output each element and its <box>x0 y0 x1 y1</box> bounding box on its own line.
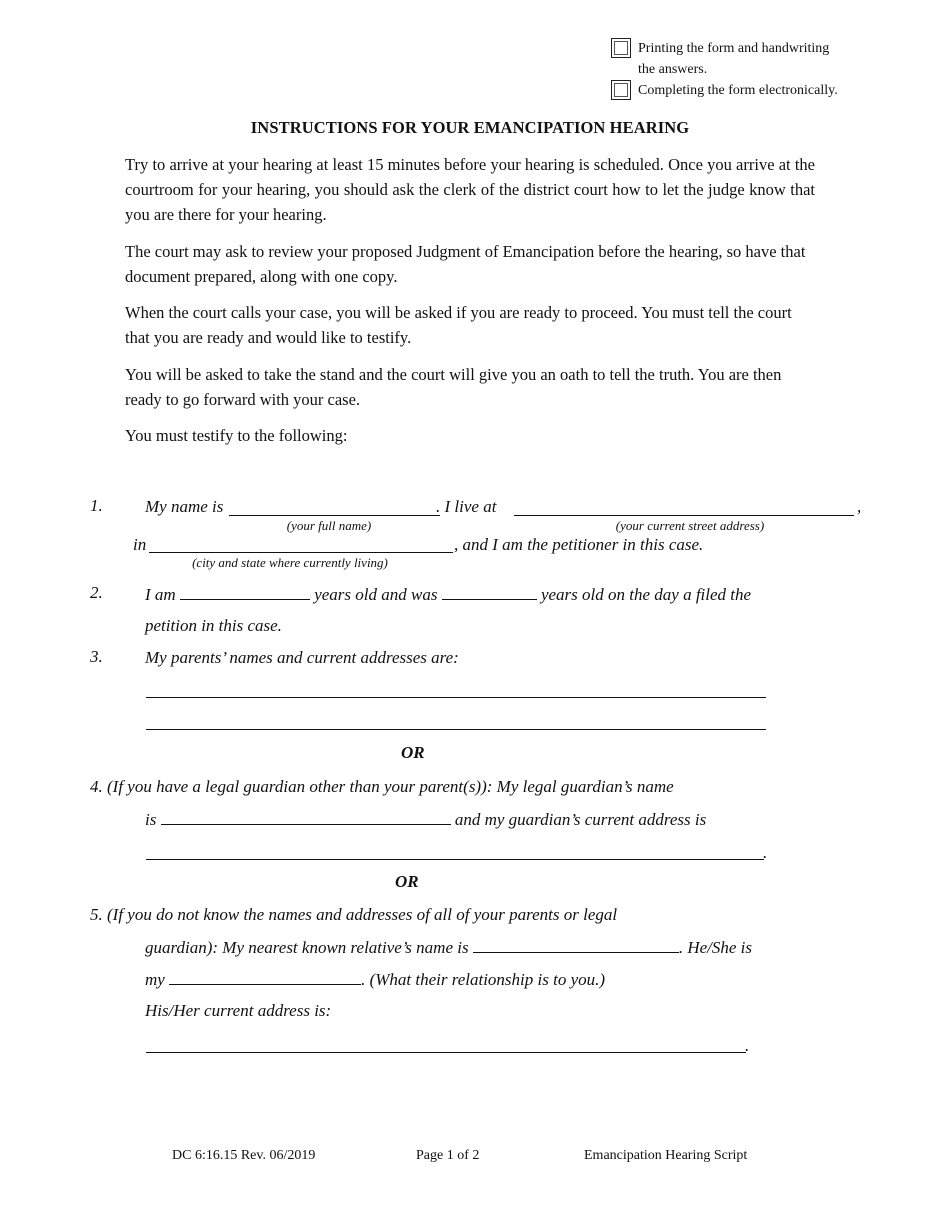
full-name-field[interactable] <box>229 515 440 516</box>
or-divider-2: OR <box>395 872 419 891</box>
item-1-live-at-label: . I live at <box>436 497 497 516</box>
instruction-paragraph-1: Try to arrive at your hearing at least 15 minutes before your hearing is scheduled. Once you arrive at the courtroom for your hearing, you should ask the clerk of the district court how to let the judge know that you are there for your hearing. <box>125 155 815 224</box>
item-4-line1: 4. (If you have a legal guardian other than your parent(s)): My legal guardian’s name <box>90 777 674 796</box>
instruction-paragraph-3: When the court calls your case, you will be asked if you are ready to proceed. You must tell the court that you are ready and would like to testify. <box>125 303 792 347</box>
electronic-option-checkbox[interactable] <box>611 80 631 100</box>
item-2-i-am: I am <box>145 585 176 604</box>
electronic-option-label <box>638 80 838 101</box>
item-5-line2 <box>145 936 752 959</box>
item-5-he-she-is: . He/She is <box>678 938 753 957</box>
instruction-paragraph-4: You will be asked to take the stand and the court will give you an oath to tell the truth. You are then ready to go forward with your case. <box>125 365 782 409</box>
relationship-field[interactable] <box>169 968 361 985</box>
item-4-period: . <box>763 843 768 862</box>
filing-age-field[interactable] <box>442 583 537 600</box>
guardian-address-field[interactable] <box>146 859 764 860</box>
print-option-label-line2: the answers. <box>638 62 708 77</box>
item-5-line3 <box>145 968 605 991</box>
item-1-number: 1. <box>90 496 103 515</box>
item-3-number: 3. <box>90 647 103 666</box>
item-2-text <box>145 583 751 606</box>
item-5-line1: 5. (If you do not know the names and addresses of all of your parents or legal <box>90 905 618 924</box>
item-2-line2: petition in this case. <box>145 616 282 635</box>
or-divider-1: OR <box>401 743 425 762</box>
item-2-years-old-filed: years old on the day a filed the <box>540 585 752 604</box>
item-1-in-label: in <box>133 535 147 554</box>
footer-doc-title: Emancipation Hearing Script <box>584 1148 748 1163</box>
item-2-years-old-was: years old and was <box>314 585 438 604</box>
footer-page-number: Page 1 of 2 <box>416 1148 480 1163</box>
instruction-paragraph-5: You must testify to the following: <box>125 426 348 445</box>
parents-line-1-field[interactable] <box>146 697 766 698</box>
item-5-my: my <box>145 970 165 989</box>
print-option-checkbox[interactable] <box>611 38 631 58</box>
item-5-relationship-hint: . (What their relationship is to you.) <box>361 970 606 989</box>
parents-line-2-field[interactable] <box>146 729 766 730</box>
item-5-address-label: His/Her current address is: <box>145 1001 332 1020</box>
print-option-label <box>638 38 829 80</box>
item-2-number: 2. <box>90 583 103 602</box>
city-state-caption: (city and state where currently living) <box>192 555 388 570</box>
street-address-caption: (your current street address) <box>615 518 765 533</box>
item-4-guardian-address-label: and my guardian’s current address is <box>454 810 707 829</box>
page-title: INSTRUCTIONS FOR YOUR EMANCIPATION HEARING <box>250 118 690 137</box>
item-4-line2 <box>145 808 706 831</box>
item-5-period: . <box>745 1036 750 1055</box>
electronic-option-label-line1: Completing the form electronically. <box>638 83 838 98</box>
item-1-petitioner-text: , and I am the petitioner in this case. <box>454 535 704 554</box>
item-4-is: is <box>145 810 157 829</box>
item-1-comma: , <box>857 497 862 516</box>
item-5-relative-label: guardian): My nearest known relative’s name is <box>145 938 469 957</box>
city-state-field[interactable] <box>149 552 453 553</box>
full-name-caption: (your full name) <box>286 518 372 533</box>
relative-address-field[interactable] <box>146 1052 746 1053</box>
instruction-paragraph-2: The court may ask to review your proposed Judgment of Emancipation before the hearing, so have that document prepared, along with one copy. <box>125 242 806 286</box>
street-address-field[interactable] <box>514 515 854 516</box>
current-age-field[interactable] <box>180 583 310 600</box>
item-1-my-name-label: My name is <box>145 497 224 516</box>
footer-form-id: DC 6:16.15 Rev. 06/2019 <box>172 1148 316 1163</box>
print-option-label-line1: Printing the form and handwriting <box>638 41 830 56</box>
item-3-text: My parents’ names and current addresses are: <box>145 648 459 667</box>
guardian-name-field[interactable] <box>161 808 451 825</box>
relative-name-field[interactable] <box>473 936 679 953</box>
